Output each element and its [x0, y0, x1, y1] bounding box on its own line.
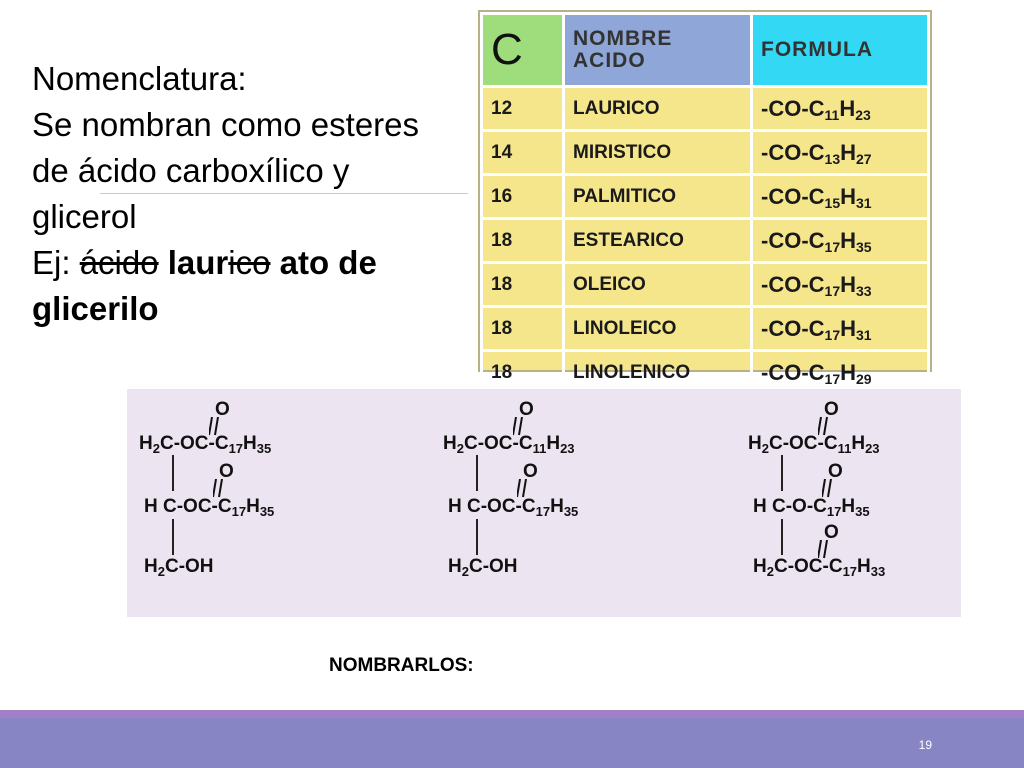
acid-formula: [752, 351, 929, 395]
carbonyl-oxygen: O: [828, 461, 843, 482]
acid-table-grid: [480, 12, 930, 396]
acid-formula: [752, 307, 929, 351]
acid-name: LAURICO: [564, 87, 752, 131]
formula-c-sub: 17: [824, 326, 841, 343]
table-row: [482, 263, 929, 307]
example-laur: laur: [167, 244, 229, 281]
r1-sub-3: 35: [256, 441, 272, 456]
r3-h: H: [753, 556, 767, 577]
bond-line: [781, 519, 783, 555]
example-line-2: [32, 286, 472, 332]
glycerol-c1-row: [139, 433, 271, 455]
r2-body: H C-O-C: [753, 496, 827, 517]
body-line-1: Se nombran como esteres: [32, 106, 420, 143]
glycerol-c3-row: [448, 556, 518, 578]
r3-sub-1: 2: [157, 564, 165, 579]
formula-h: H: [840, 139, 857, 165]
table-row: [482, 219, 929, 263]
acid-name: MIRISTICO: [564, 131, 752, 175]
carbonyl-oxygen: O: [219, 461, 234, 482]
r1-sub-2: 11: [837, 441, 852, 456]
r1-h2: H: [851, 433, 866, 454]
formula-h-sub: 23: [855, 106, 871, 123]
example-space: [159, 244, 168, 281]
footer-bar: [0, 710, 1024, 768]
r1-body: C-OC-C: [463, 433, 533, 454]
r2-sub-1: 17: [231, 504, 247, 519]
r3-sub-2: 17: [842, 564, 858, 579]
example-glicerilo: glicerilo: [32, 290, 159, 327]
fatty-acid-table: [478, 10, 932, 387]
formula-prefix: -CO-C: [761, 183, 825, 209]
r2-sub-2: 35: [855, 504, 870, 519]
r1-sub-2: 11: [532, 441, 547, 456]
formula-h-sub: 35: [856, 238, 872, 255]
glycerol-c1-row: [443, 433, 575, 455]
glycerol-c3-row: [144, 556, 214, 578]
example-prefix: Ej:: [32, 244, 80, 281]
formula-h: H: [840, 183, 857, 209]
r1-h: H: [748, 433, 762, 454]
carbon-count: 16: [482, 175, 564, 219]
carbon-count: 12: [482, 87, 564, 131]
acid-name: LINOLENICO: [564, 351, 752, 395]
formula-c-sub: 17: [824, 238, 841, 255]
r1-sub-1: 2: [761, 441, 769, 456]
page-number: 19: [918, 738, 932, 752]
example-acido-strike: ácido: [79, 244, 159, 281]
acid-name: ESTEARICO: [564, 219, 752, 263]
r2-h: H: [550, 496, 564, 517]
acid-name: LINOLEICO: [564, 307, 752, 351]
formula-prefix: -CO-C: [761, 359, 825, 385]
r1-h: H: [443, 433, 457, 454]
acid-formula: [752, 175, 929, 219]
carbonyl-oxygen: O: [215, 399, 230, 420]
example-line: [32, 240, 472, 286]
carbon-count: 18: [482, 351, 564, 395]
formula-prefix: -CO-C: [761, 271, 825, 297]
triglyceride-structure: [139, 389, 399, 617]
bond-line: [172, 455, 174, 491]
acid-formula: [752, 131, 929, 175]
header-name: [564, 14, 752, 87]
table-header-row: [482, 14, 929, 87]
bond-line: [476, 455, 478, 491]
example-ico-strike: ico: [228, 244, 271, 281]
r3-body: C-OH: [164, 556, 214, 577]
table-row: [482, 307, 929, 351]
r1-sub-3: 23: [865, 441, 880, 456]
r3-sub-1: 2: [461, 564, 469, 579]
r1-body: C-OC-C: [768, 433, 838, 454]
carbonyl-oxygen: O: [519, 399, 534, 420]
carbon-count: 14: [482, 131, 564, 175]
glycerol-c1-row: [748, 433, 880, 455]
formula-h: H: [840, 359, 857, 385]
r2-sub-1: 17: [535, 504, 551, 519]
formula-h: H: [839, 95, 856, 121]
glycerol-c2-row: [753, 496, 870, 518]
formula-prefix: -CO-C: [761, 139, 825, 165]
nombrarlos-label: NOMBRARLOS:: [329, 655, 474, 676]
formula-h-sub: 27: [856, 150, 872, 167]
bond-line: [476, 519, 478, 555]
footer-accent-strip: [0, 710, 1024, 718]
acid-name: PALMITICO: [564, 175, 752, 219]
divider-line: [100, 193, 468, 194]
formula-h: H: [840, 227, 857, 253]
slide-heading: Nomenclatura:: [32, 60, 247, 97]
r3-body: C-OH: [468, 556, 518, 577]
r2-sub-2: 35: [563, 504, 579, 519]
table-row: [482, 351, 929, 395]
r1-h2: H: [243, 433, 257, 454]
r2-sub-1: 17: [826, 504, 842, 519]
slide-text: [32, 56, 472, 332]
r2-sub-2: 35: [259, 504, 275, 519]
header-carbon-label: C: [491, 25, 523, 74]
formula-c-sub: 13: [824, 150, 841, 167]
formula-c-sub: 15: [824, 194, 841, 211]
glycerol-c2-row: [144, 496, 274, 518]
carbon-count: 18: [482, 307, 564, 351]
bond-line: [172, 519, 174, 555]
table-row: [482, 87, 929, 131]
header-carbon: [482, 14, 564, 87]
table-row: [482, 175, 929, 219]
example-space-2: [270, 244, 279, 281]
r3-h2: H: [857, 556, 871, 577]
triglyceride-structure: [748, 389, 1008, 617]
table-row: [482, 131, 929, 175]
r3-sub-3: 33: [870, 564, 886, 579]
body-line-2: de ácido carboxílico y: [32, 152, 350, 189]
formula-h-sub: 31: [856, 326, 872, 343]
carbonyl-oxygen: O: [523, 461, 538, 482]
formula-c-sub: 17: [824, 370, 841, 387]
r1-h2: H: [546, 433, 561, 454]
triglyceride-structures-panel: [127, 389, 961, 617]
r1-sub-3: 23: [560, 441, 575, 456]
header-formula: [752, 14, 929, 87]
example-ato: ato de: [279, 244, 377, 281]
r3-h: H: [144, 556, 158, 577]
formula-prefix: -CO-C: [761, 227, 825, 253]
r3-sub-1: 2: [766, 564, 774, 579]
carbonyl-oxygen: O: [824, 399, 839, 420]
acid-formula: [752, 87, 929, 131]
formula-h: H: [840, 315, 857, 341]
r1-sub-1: 2: [456, 441, 464, 456]
formula-h: H: [840, 271, 857, 297]
header-name-line-1: NOMBRE: [573, 27, 673, 50]
r1-h: H: [139, 433, 153, 454]
r2-h: H: [841, 496, 856, 517]
formula-c-sub: 17: [824, 282, 841, 299]
body-line-3: glicerol: [32, 198, 137, 235]
glycerol-c3-row: [753, 556, 885, 578]
glycerol-c2-row: [448, 496, 578, 518]
formula-h-sub: 31: [856, 194, 872, 211]
formula-prefix: -CO-C: [761, 95, 825, 121]
carbon-count: 18: [482, 219, 564, 263]
r1-sub-1: 2: [152, 441, 160, 456]
carbonyl-oxygen: O: [824, 522, 839, 543]
acid-name: OLEICO: [564, 263, 752, 307]
r1-sub-2: 17: [228, 441, 244, 456]
r3-body: C-OC-C: [773, 556, 843, 577]
r2-body: H C-OC-C: [448, 496, 536, 517]
triglyceride-structure: [443, 389, 703, 617]
r2-body: H C-OC-C: [144, 496, 232, 517]
carbon-count: 18: [482, 263, 564, 307]
r2-h: H: [246, 496, 260, 517]
acid-formula: [752, 263, 929, 307]
r1-body: C-OC-C: [159, 433, 229, 454]
bond-line: [781, 455, 783, 491]
acid-formula: [752, 219, 929, 263]
formula-prefix: -CO-C: [761, 315, 825, 341]
formula-h-sub: 29: [856, 370, 872, 387]
formula-h-sub: 33: [856, 282, 872, 299]
header-name-line-2: ACIDO: [573, 49, 646, 72]
formula-c-sub: 11: [824, 106, 840, 123]
r3-h: H: [448, 556, 462, 577]
header-formula-label: FORMULA: [761, 38, 873, 61]
